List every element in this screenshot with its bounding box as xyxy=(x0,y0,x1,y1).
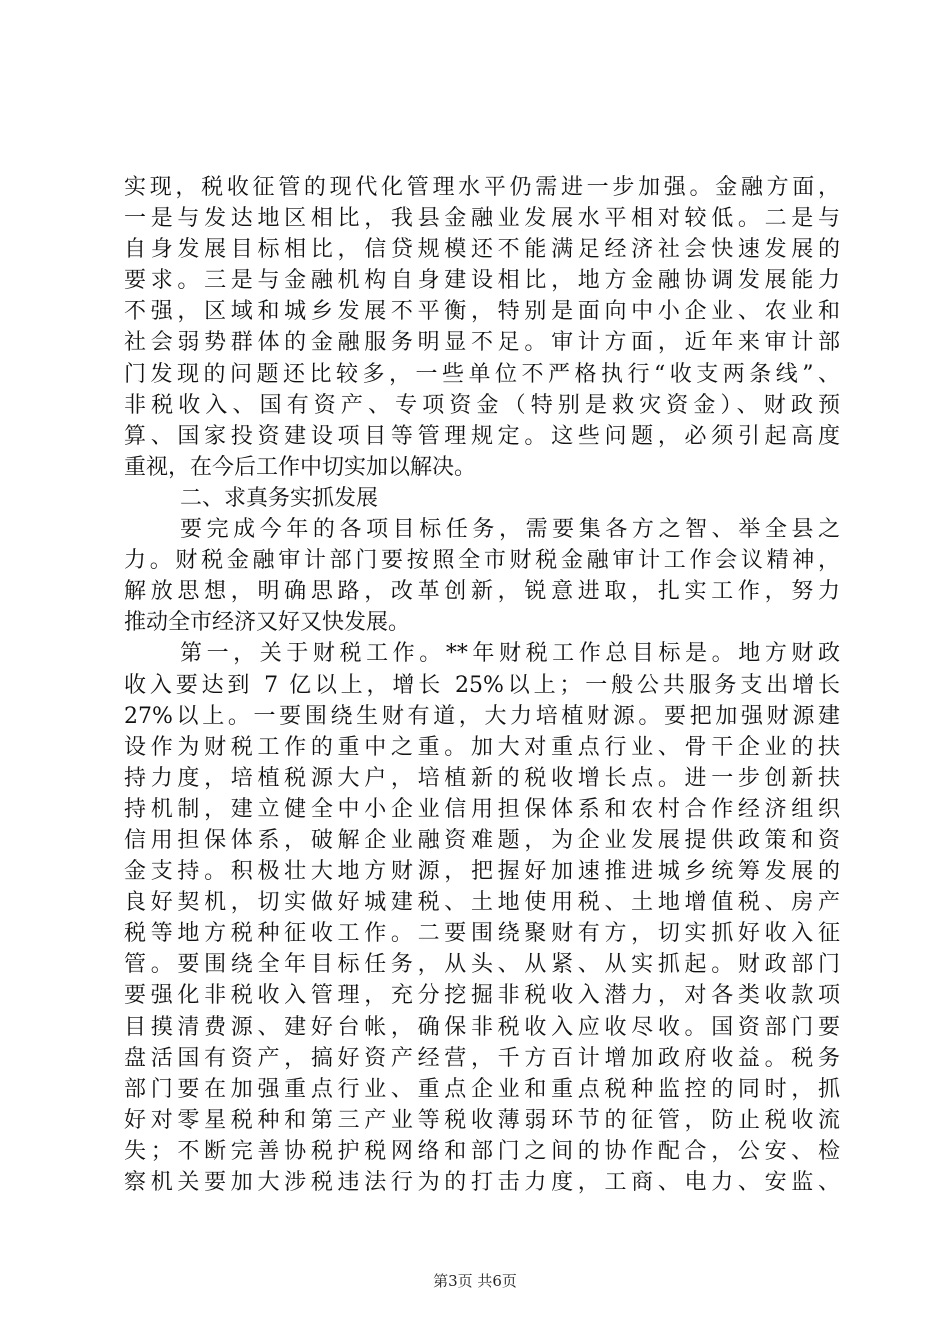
document-body xyxy=(124,172,840,1198)
text-line: 持机制，建立健全中小企业信用担保体系和农村合作经济组织 xyxy=(124,796,840,822)
text-line: 一是与发达地区相比，我县金融业发展水平相对较低。二是与 xyxy=(124,206,840,232)
text-line: 非税收入、国有资产、专项资金（特别是救灾资金）、财政预 xyxy=(124,392,840,418)
text-line: 要完成今年的各项目标任务，需要集各方之智、举全县之 xyxy=(180,517,840,543)
text-line: 要求。三是与金融机构自身建设相比，地方金融协调发展能力 xyxy=(124,268,840,294)
text-line: 收入要达到 7 亿以上，增长 25%以上；一般公共服务支出增长 xyxy=(124,672,840,698)
page-footer: 第3页 共6页 xyxy=(433,1272,517,1290)
text-line: 自身发展目标相比，信贷规模还不能满足经济社会快速发展的 xyxy=(124,237,840,263)
text-line: 部门要在加强重点行业、重点企业和重点税种监控的同时，抓 xyxy=(124,1076,840,1102)
text-line: 税等地方税种征收工作。二要围绕聚财有方，切实抓好收入征 xyxy=(124,921,840,947)
text-line: 金支持。积极壮大地方财源，把握好加速推进城乡统筹发展的 xyxy=(124,859,840,885)
text-line: 不强，区域和城乡发展不平衡，特别是面向中小企业、农业和 xyxy=(124,299,840,325)
text-line: 第一，关于财税工作。**年财税工作总目标是。地方财政 xyxy=(180,641,840,667)
text-line: 推动全市经济又好又快发展。 xyxy=(124,610,411,636)
text-line: 好对零星税种和第三产业等税收薄弱环节的征管，防止税收流 xyxy=(124,1107,840,1133)
text-line: 失；不断完善协税护税网络和部门之间的协作配合，公安、检 xyxy=(124,1138,840,1164)
text-line: 持力度，培植税源大户，培植新的税收增长点。进一步创新扶 xyxy=(124,765,840,791)
text-line: 27%以上。一要围绕生财有道，大力培植财源。要把加强财源建 xyxy=(124,703,840,729)
text-line: 力。财税金融审计部门要按照全市财税金融审计工作会议精神， xyxy=(124,548,840,574)
text-line: 要强化非税收入管理，充分挖掘非税收入潜力，对各类收款项 xyxy=(124,983,840,1009)
text-line: 设作为财税工作的重中之重。加大对重点行业、骨干企业的扶 xyxy=(124,734,840,760)
text-line: 门发现的问题还比较多，一些单位不严格执行“收支两条线”、 xyxy=(124,361,840,387)
text-line: 管。要围绕全年目标任务，从头、从紧、从实抓起。财政部门 xyxy=(124,952,840,978)
text-line: 解放思想，明确思路，改革创新，锐意进取，扎实工作，努力 xyxy=(124,579,840,605)
text-line: 察机关要加大涉税违法行为的打击力度，工商、电力、安监、 xyxy=(124,1170,840,1195)
text-line: 目摸清费源、建好台帐，确保非税收入应收尽收。国资部门要 xyxy=(124,1014,840,1040)
text-line: 重视，在今后工作中切实加以解决。 xyxy=(124,454,477,480)
text-line: 社会弱势群体的金融服务明显不足。审计方面，近年来审计部 xyxy=(124,330,840,356)
text-line: 实现，税收征管的现代化管理水平仍需进一步加强。金融方面， xyxy=(124,175,840,200)
text-line: 良好契机，切实做好城建税、土地使用税、土地增值税、房产 xyxy=(124,890,840,916)
text-line: 算、国家投资建设项目等管理规定。这些问题，必须引起高度 xyxy=(124,423,840,449)
text-line: 二、求真务实抓发展 xyxy=(180,485,379,511)
text-line: 盘活国有资产，搞好资产经营，千方百计增加政府收益。税务 xyxy=(124,1045,840,1071)
text-line: 信用担保体系，破解企业融资难题，为企业发展提供政策和资 xyxy=(124,827,840,853)
